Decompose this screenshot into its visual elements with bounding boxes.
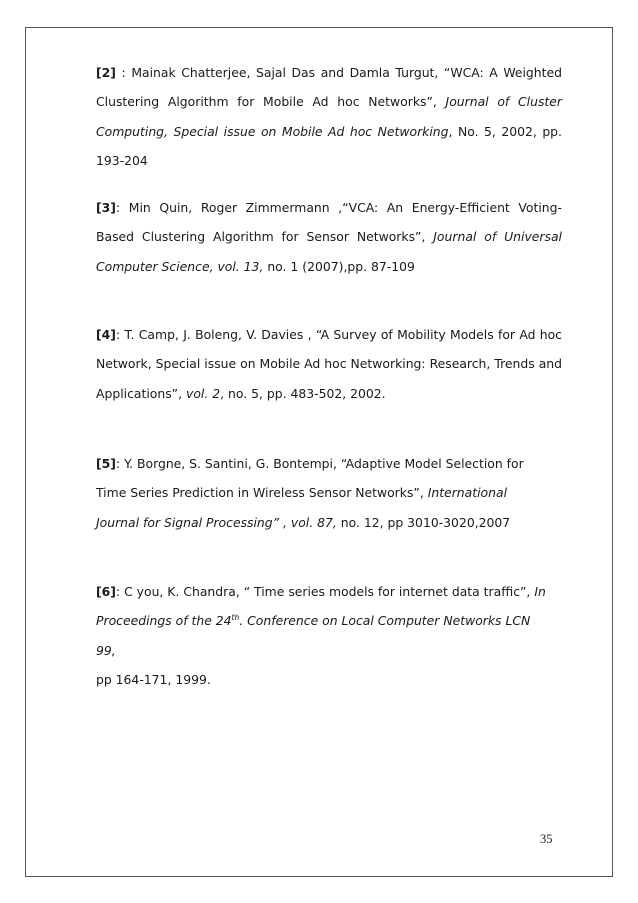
reference-journal: In Proceedings of the 24th. Conference on Local Computer Networks LCN 99,	[96, 584, 546, 658]
reference-details: no. 12, pp 3010-3020,2007	[336, 514, 511, 530]
ordinal-superscript: th	[231, 613, 240, 623]
reference-details: , No. 5, 2002, pp. 193-204	[96, 123, 562, 168]
reference-authors-title: C you, K. Chandra, “ Time series models for internet data traffic”,	[124, 584, 535, 599]
reference-journal: Journal of Universal Computer Science, vol. 13,	[96, 229, 562, 274]
reference-tag: [5]	[96, 456, 116, 471]
reference-authors-title: Mainak Chatterjee, Sajal Das and Damla Turgut, “WCA: A Weighted Clustering Algorithm for Mobile Ad hoc Networks”,	[96, 65, 562, 110]
reference-details: , no. 5, pp. 483-502, 2002.	[220, 385, 386, 401]
reference-4: [4]: T. Camp, J. Boleng, V. Davies , “A Survey of Mobility Models for Ad hoc Network, Special issue on Mobile Ad hoc Networking: Research, Trends and Applications”, vol. 2, no. 5, pp. 483-502, 2002.	[96, 327, 562, 401]
reference-tag: [2]	[96, 65, 116, 80]
reference-details: pp 164-171, 1999.	[96, 671, 211, 687]
reference-authors-title: Min Quin, Roger Zimmermann ,“VCA: An Energy-Efficient Voting-Based Clustering Algorithm for Sensor Networks”,	[96, 200, 562, 245]
reference-journal: International Journal for Signal Processing” , vol. 87,	[96, 485, 508, 530]
reference-tag: [3]	[96, 200, 116, 215]
reference-authors-title: T. Camp, J. Boleng, V. Davies , “A Survey of Mobility Models for Ad hoc Network, Special issue on Mobile Ad hoc Networking: Research, Trends and Applications”,	[96, 327, 562, 401]
reference-3: [3]: Min Quin, Roger Zimmermann ,“VCA: An Energy-Efficient Voting-Based Clustering Algorithm for Sensor Networks”, Journal of Universal Computer Science, vol. 13, no. 1 (2007),pp. 87-109	[96, 200, 562, 274]
reference-6: [6]: C you, K. Chandra, “ Time series models for internet data traffic”, In Proceedings of the 24th. Conference on Local Computer Networks LCN 99, pp 164-171, 1999.	[96, 584, 546, 687]
reference-journal: Journal of Cluster Computing, Special issue on Mobile Ad hoc Networking	[96, 94, 562, 139]
reference-authors-title: Y. Borgne, S. Santini, G. Bontempi, “Adaptive Model Selection for Time Series Prediction in Wireless Sensor Networks”,	[96, 456, 524, 501]
reference-5: [5]: Y. Borgne, S. Santini, G. Bontempi, “Adaptive Model Selection for Time Series Prediction in Wireless Sensor Networks”, International Journal for Signal Processing” , vol. 87, no. 12, pp 3010-3020,2007	[96, 456, 524, 530]
reference-journal: vol. 2	[185, 385, 221, 401]
reference-tag: [6]	[96, 584, 116, 599]
reference-tag: [4]	[96, 327, 116, 342]
reference-details: no. 1 (2007),pp. 87-109	[263, 258, 415, 274]
reference-2: [2] : Mainak Chatterjee, Sajal Das and Damla Turgut, “WCA: A Weighted Clustering Algorithm for Mobile Ad hoc Networks”, Journal of Cluster Computing, Special issue on Mobile Ad hoc Networking, No. 5, 2002, pp. 193-204	[96, 65, 562, 168]
page-number: 35	[540, 832, 553, 846]
